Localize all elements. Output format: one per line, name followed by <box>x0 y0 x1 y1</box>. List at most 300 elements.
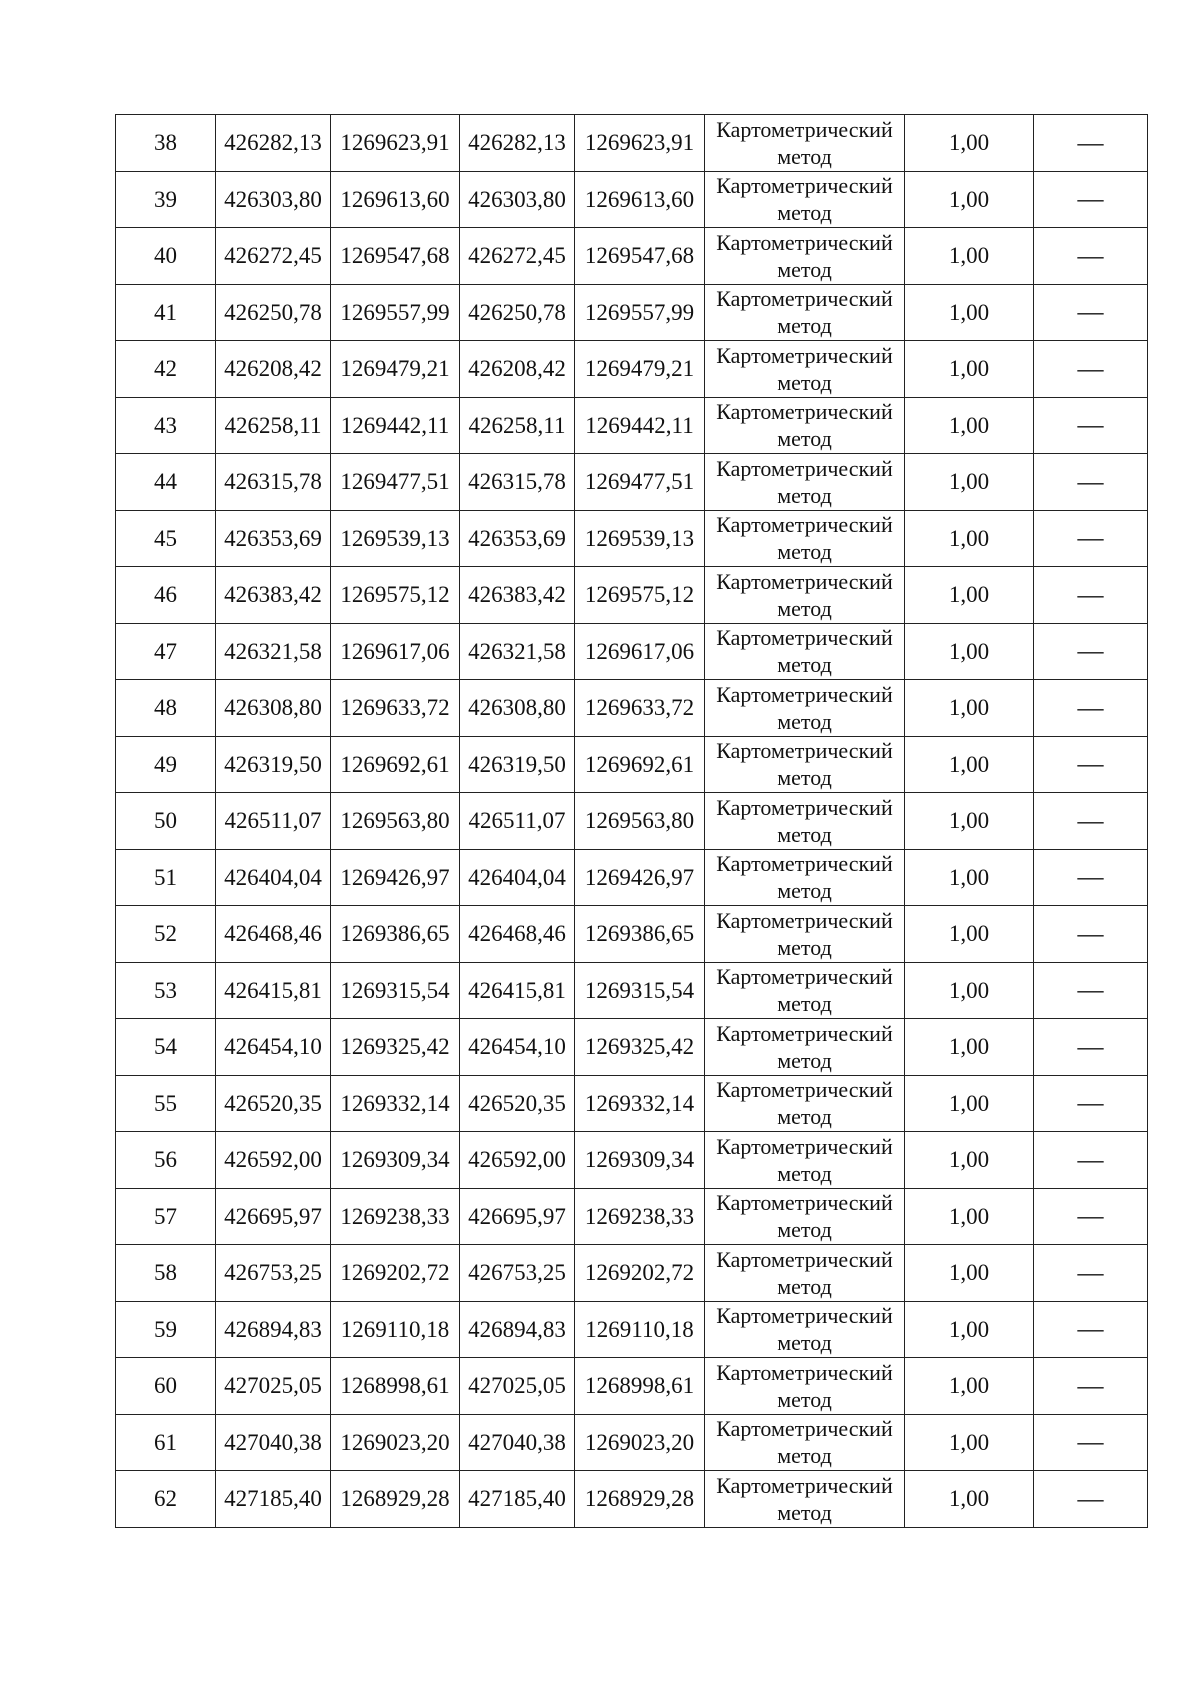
dash-text: — <box>1077 297 1104 327</box>
y-coordinate-cell: 1269633,72 <box>331 680 460 737</box>
y-coordinate-cell: 1269477,51 <box>331 454 460 511</box>
y-coordinate-cell: 1269332,14 <box>331 1075 460 1132</box>
method-line-1: Картометрический <box>716 568 893 594</box>
coordinates-table <box>115 114 1148 1528</box>
y-coordinate-cell: 1269386,65 <box>331 906 460 963</box>
y-coordinate-cell: 1269613,60 <box>331 171 460 228</box>
method-cell <box>705 567 905 624</box>
table-row <box>116 228 1148 285</box>
accuracy-cell: 1,00 <box>905 906 1034 963</box>
method-cell <box>705 115 905 172</box>
point-number-cell: 54 <box>116 1019 216 1076</box>
y-coordinate-cell: 1269426,97 <box>331 849 460 906</box>
accuracy-cell: 1,00 <box>905 228 1034 285</box>
y-coordinate-cell: 1269479,21 <box>575 341 705 398</box>
method-line-2: метод <box>777 1047 832 1073</box>
note-cell <box>1034 171 1148 228</box>
point-number-cell: 62 <box>116 1471 216 1528</box>
accuracy-cell: 1,00 <box>905 115 1034 172</box>
y-coordinate-cell: 1269238,33 <box>575 1188 705 1245</box>
y-coordinate-cell: 1269547,68 <box>331 228 460 285</box>
x-coordinate-cell: 426315,78 <box>216 454 331 511</box>
note-cell <box>1034 284 1148 341</box>
method-cell <box>705 1245 905 1302</box>
accuracy-cell: 1,00 <box>905 1019 1034 1076</box>
x-coordinate-cell: 426592,00 <box>216 1132 331 1189</box>
method-line-1: Картометрический <box>716 173 893 199</box>
accuracy-cell: 1,00 <box>905 1132 1034 1189</box>
table-row <box>116 1301 1148 1358</box>
x-coordinate-cell: 426321,58 <box>216 623 331 680</box>
note-cell <box>1034 228 1148 285</box>
method-line-2: метод <box>777 1499 832 1525</box>
y-coordinate-cell: 1269442,11 <box>331 397 460 454</box>
point-number-cell: 40 <box>116 228 216 285</box>
point-number-cell: 43 <box>116 397 216 454</box>
accuracy-cell: 1,00 <box>905 736 1034 793</box>
point-number-cell: 58 <box>116 1245 216 1302</box>
method-line-1: Картометрический <box>716 1303 893 1329</box>
x-coordinate-cell: 426315,78 <box>460 454 575 511</box>
point-number-cell: 45 <box>116 510 216 567</box>
accuracy-cell: 1,00 <box>905 1471 1034 1528</box>
accuracy-cell: 1,00 <box>905 284 1034 341</box>
method-line-2: метод <box>777 1273 832 1299</box>
note-cell <box>1034 454 1148 511</box>
dash-text: — <box>1077 1314 1104 1344</box>
note-cell <box>1034 1019 1148 1076</box>
note-cell <box>1034 567 1148 624</box>
x-coordinate-cell: 426321,58 <box>460 623 575 680</box>
accuracy-cell: 1,00 <box>905 962 1034 1019</box>
y-coordinate-cell: 1269202,72 <box>575 1245 705 1302</box>
table-row <box>116 284 1148 341</box>
x-coordinate-cell: 427185,40 <box>460 1471 575 1528</box>
x-coordinate-cell: 426353,69 <box>216 510 331 567</box>
dash-text: — <box>1077 184 1104 214</box>
y-coordinate-cell: 1269238,33 <box>331 1188 460 1245</box>
x-coordinate-cell: 426468,46 <box>216 906 331 963</box>
y-coordinate-cell: 1269557,99 <box>331 284 460 341</box>
accuracy-cell: 1,00 <box>905 171 1034 228</box>
table-row <box>116 1132 1148 1189</box>
point-number-cell: 48 <box>116 680 216 737</box>
table-row <box>116 906 1148 963</box>
method-line-2: метод <box>777 991 832 1017</box>
x-coordinate-cell: 426695,97 <box>460 1188 575 1245</box>
method-line-2: метод <box>777 256 832 282</box>
x-coordinate-cell: 426454,10 <box>216 1019 331 1076</box>
y-coordinate-cell: 1269110,18 <box>331 1301 460 1358</box>
table-row <box>116 623 1148 680</box>
x-coordinate-cell: 426258,11 <box>216 397 331 454</box>
point-number-cell: 57 <box>116 1188 216 1245</box>
point-number-cell: 41 <box>116 284 216 341</box>
y-coordinate-cell: 1268998,61 <box>575 1358 705 1415</box>
x-coordinate-cell: 426353,69 <box>460 510 575 567</box>
table-row <box>116 1471 1148 1528</box>
method-cell <box>705 341 905 398</box>
table-row <box>116 793 1148 850</box>
dash-text: — <box>1077 1144 1104 1174</box>
y-coordinate-cell: 1269539,13 <box>331 510 460 567</box>
y-coordinate-cell: 1269315,54 <box>331 962 460 1019</box>
method-cell <box>705 906 905 963</box>
x-coordinate-cell: 426520,35 <box>460 1075 575 1132</box>
x-coordinate-cell: 426272,45 <box>216 228 331 285</box>
dash-text: — <box>1077 240 1104 270</box>
y-coordinate-cell: 1269477,51 <box>575 454 705 511</box>
method-cell <box>705 1188 905 1245</box>
y-coordinate-cell: 1269023,20 <box>331 1414 460 1471</box>
method-cell <box>705 171 905 228</box>
note-cell <box>1034 793 1148 850</box>
method-line-1: Картометрический <box>716 116 893 142</box>
note-cell <box>1034 1414 1148 1471</box>
y-coordinate-cell: 1269386,65 <box>575 906 705 963</box>
method-line-1: Картометрический <box>716 1246 893 1272</box>
y-coordinate-cell: 1269692,61 <box>331 736 460 793</box>
x-coordinate-cell: 426319,50 <box>460 736 575 793</box>
dash-text: — <box>1077 636 1104 666</box>
method-line-1: Картометрический <box>716 229 893 255</box>
table-row <box>116 341 1148 398</box>
x-coordinate-cell: 426753,25 <box>216 1245 331 1302</box>
note-cell <box>1034 849 1148 906</box>
y-coordinate-cell: 1269557,99 <box>575 284 705 341</box>
accuracy-cell: 1,00 <box>905 1188 1034 1245</box>
y-coordinate-cell: 1269110,18 <box>575 1301 705 1358</box>
x-coordinate-cell: 426383,42 <box>460 567 575 624</box>
table-row <box>116 1414 1148 1471</box>
note-cell <box>1034 962 1148 1019</box>
method-line-2: метод <box>777 313 832 339</box>
y-coordinate-cell: 1269023,20 <box>575 1414 705 1471</box>
x-coordinate-cell: 427185,40 <box>216 1471 331 1528</box>
x-coordinate-cell: 426415,81 <box>216 962 331 1019</box>
method-line-2: метод <box>777 1330 832 1356</box>
y-coordinate-cell: 1269202,72 <box>331 1245 460 1302</box>
point-number-cell: 50 <box>116 793 216 850</box>
x-coordinate-cell: 426258,11 <box>460 397 575 454</box>
note-cell <box>1034 341 1148 398</box>
y-coordinate-cell: 1269633,72 <box>575 680 705 737</box>
note-cell <box>1034 115 1148 172</box>
accuracy-cell: 1,00 <box>905 1245 1034 1302</box>
note-cell <box>1034 1358 1148 1415</box>
y-coordinate-cell: 1269623,91 <box>331 115 460 172</box>
note-cell <box>1034 1132 1148 1189</box>
method-line-1: Картометрический <box>716 1133 893 1159</box>
method-line-1: Картометрический <box>716 907 893 933</box>
x-coordinate-cell: 426303,80 <box>216 171 331 228</box>
dash-text: — <box>1077 1031 1104 1061</box>
point-number-cell: 42 <box>116 341 216 398</box>
method-line-1: Картометрический <box>716 399 893 425</box>
method-line-2: метод <box>777 1443 832 1469</box>
method-line-1: Картометрический <box>716 964 893 990</box>
x-coordinate-cell: 427025,05 <box>216 1358 331 1415</box>
dash-text: — <box>1077 1370 1104 1400</box>
dash-text: — <box>1077 1483 1104 1513</box>
x-coordinate-cell: 426308,80 <box>216 680 331 737</box>
method-line-1: Картометрический <box>716 512 893 538</box>
dash-text: — <box>1077 1427 1104 1457</box>
point-number-cell: 59 <box>116 1301 216 1358</box>
method-line-1: Картометрический <box>716 1190 893 1216</box>
y-coordinate-cell: 1269692,61 <box>575 736 705 793</box>
point-number-cell: 55 <box>116 1075 216 1132</box>
y-coordinate-cell: 1269617,06 <box>575 623 705 680</box>
y-coordinate-cell: 1269309,34 <box>331 1132 460 1189</box>
method-line-2: метод <box>777 1104 832 1130</box>
method-line-2: метод <box>777 1217 832 1243</box>
accuracy-cell: 1,00 <box>905 341 1034 398</box>
method-line-2: метод <box>777 369 832 395</box>
x-coordinate-cell: 426208,42 <box>216 341 331 398</box>
method-line-1: Картометрический <box>716 851 893 877</box>
note-cell <box>1034 623 1148 680</box>
method-line-2: метод <box>777 539 832 565</box>
method-cell <box>705 1358 905 1415</box>
accuracy-cell: 1,00 <box>905 1358 1034 1415</box>
y-coordinate-cell: 1269332,14 <box>575 1075 705 1132</box>
x-coordinate-cell: 426308,80 <box>460 680 575 737</box>
method-cell <box>705 228 905 285</box>
y-coordinate-cell: 1268929,28 <box>575 1471 705 1528</box>
y-coordinate-cell: 1269563,80 <box>331 793 460 850</box>
table-body <box>116 115 1148 1528</box>
table-row <box>116 736 1148 793</box>
method-line-1: Картометрический <box>716 794 893 820</box>
table-row <box>116 171 1148 228</box>
y-coordinate-cell: 1269426,97 <box>575 849 705 906</box>
table-row <box>116 962 1148 1019</box>
method-line-2: метод <box>777 595 832 621</box>
y-coordinate-cell: 1269563,80 <box>575 793 705 850</box>
method-line-1: Картометрический <box>716 681 893 707</box>
dash-text: — <box>1077 1088 1104 1118</box>
method-cell <box>705 1019 905 1076</box>
method-cell <box>705 1471 905 1528</box>
point-number-cell: 56 <box>116 1132 216 1189</box>
point-number-cell: 39 <box>116 171 216 228</box>
y-coordinate-cell: 1269547,68 <box>575 228 705 285</box>
method-line-2: метод <box>777 878 832 904</box>
point-number-cell: 60 <box>116 1358 216 1415</box>
table-row <box>116 1358 1148 1415</box>
point-number-cell: 52 <box>116 906 216 963</box>
method-cell <box>705 962 905 1019</box>
table-row <box>116 510 1148 567</box>
point-number-cell: 47 <box>116 623 216 680</box>
accuracy-cell: 1,00 <box>905 1414 1034 1471</box>
dash-text: — <box>1077 127 1104 157</box>
y-coordinate-cell: 1269539,13 <box>575 510 705 567</box>
dash-text: — <box>1077 975 1104 1005</box>
x-coordinate-cell: 426592,00 <box>460 1132 575 1189</box>
x-coordinate-cell: 426894,83 <box>216 1301 331 1358</box>
x-coordinate-cell: 427040,38 <box>216 1414 331 1471</box>
x-coordinate-cell: 426208,42 <box>460 341 575 398</box>
point-number-cell: 51 <box>116 849 216 906</box>
method-line-1: Картометрический <box>716 1020 893 1046</box>
dash-text: — <box>1077 353 1104 383</box>
dash-text: — <box>1077 692 1104 722</box>
table-row <box>116 680 1148 737</box>
y-coordinate-cell: 1268929,28 <box>331 1471 460 1528</box>
accuracy-cell: 1,00 <box>905 397 1034 454</box>
accuracy-cell: 1,00 <box>905 793 1034 850</box>
note-cell <box>1034 1245 1148 1302</box>
method-line-1: Картометрический <box>716 1416 893 1442</box>
x-coordinate-cell: 426454,10 <box>460 1019 575 1076</box>
method-line-2: метод <box>777 143 832 169</box>
point-number-cell: 53 <box>116 962 216 1019</box>
note-cell <box>1034 680 1148 737</box>
method-line-1: Картометрический <box>716 738 893 764</box>
accuracy-cell: 1,00 <box>905 623 1034 680</box>
x-coordinate-cell: 426383,42 <box>216 567 331 624</box>
y-coordinate-cell: 1269617,06 <box>331 623 460 680</box>
x-coordinate-cell: 426520,35 <box>216 1075 331 1132</box>
table-row <box>116 567 1148 624</box>
method-cell <box>705 1301 905 1358</box>
dash-text: — <box>1077 579 1104 609</box>
accuracy-cell: 1,00 <box>905 1301 1034 1358</box>
method-line-2: метод <box>777 708 832 734</box>
note-cell <box>1034 1075 1148 1132</box>
method-line-1: Картометрический <box>716 286 893 312</box>
x-coordinate-cell: 426282,13 <box>216 115 331 172</box>
x-coordinate-cell: 426250,78 <box>460 284 575 341</box>
x-coordinate-cell: 426468,46 <box>460 906 575 963</box>
accuracy-cell: 1,00 <box>905 1075 1034 1132</box>
method-cell <box>705 1132 905 1189</box>
accuracy-cell: 1,00 <box>905 567 1034 624</box>
dash-text: — <box>1077 1257 1104 1287</box>
method-cell <box>705 849 905 906</box>
x-coordinate-cell: 427025,05 <box>460 1358 575 1415</box>
method-line-1: Картометрический <box>716 1077 893 1103</box>
note-cell <box>1034 736 1148 793</box>
note-cell <box>1034 397 1148 454</box>
x-coordinate-cell: 426404,04 <box>216 849 331 906</box>
method-line-1: Картометрический <box>716 625 893 651</box>
table-row <box>116 1245 1148 1302</box>
y-coordinate-cell: 1269613,60 <box>575 171 705 228</box>
method-line-1: Картометрический <box>716 342 893 368</box>
method-cell <box>705 284 905 341</box>
table-row <box>116 1075 1148 1132</box>
point-number-cell: 46 <box>116 567 216 624</box>
method-line-1: Картометрический <box>716 455 893 481</box>
dash-text: — <box>1077 918 1104 948</box>
accuracy-cell: 1,00 <box>905 510 1034 567</box>
method-line-2: метод <box>777 1386 832 1412</box>
table-row <box>116 849 1148 906</box>
method-cell <box>705 510 905 567</box>
method-line-2: метод <box>777 652 832 678</box>
method-line-2: метод <box>777 1160 832 1186</box>
method-cell <box>705 1075 905 1132</box>
y-coordinate-cell: 1269623,91 <box>575 115 705 172</box>
dash-text: — <box>1077 523 1104 553</box>
dash-text: — <box>1077 805 1104 835</box>
x-coordinate-cell: 426753,25 <box>460 1245 575 1302</box>
point-number-cell: 49 <box>116 736 216 793</box>
y-coordinate-cell: 1269309,34 <box>575 1132 705 1189</box>
table-row <box>116 1019 1148 1076</box>
x-coordinate-cell: 426250,78 <box>216 284 331 341</box>
y-coordinate-cell: 1269575,12 <box>331 567 460 624</box>
method-cell <box>705 793 905 850</box>
table-row <box>116 397 1148 454</box>
x-coordinate-cell: 426695,97 <box>216 1188 331 1245</box>
y-coordinate-cell: 1269325,42 <box>575 1019 705 1076</box>
x-coordinate-cell: 426404,04 <box>460 849 575 906</box>
note-cell <box>1034 1301 1148 1358</box>
method-line-2: метод <box>777 426 832 452</box>
dash-text: — <box>1077 410 1104 440</box>
point-number-cell: 44 <box>116 454 216 511</box>
method-cell <box>705 680 905 737</box>
y-coordinate-cell: 1269442,11 <box>575 397 705 454</box>
note-cell <box>1034 906 1148 963</box>
method-line-2: метод <box>777 934 832 960</box>
table-row <box>116 115 1148 172</box>
dash-text: — <box>1077 749 1104 779</box>
point-number-cell: 38 <box>116 115 216 172</box>
dash-text: — <box>1077 862 1104 892</box>
method-line-1: Картометрический <box>716 1359 893 1385</box>
method-cell <box>705 397 905 454</box>
method-cell <box>705 736 905 793</box>
method-cell <box>705 623 905 680</box>
y-coordinate-cell: 1269479,21 <box>331 341 460 398</box>
dash-text: — <box>1077 1201 1104 1231</box>
y-coordinate-cell: 1269315,54 <box>575 962 705 1019</box>
y-coordinate-cell: 1269325,42 <box>331 1019 460 1076</box>
method-line-2: метод <box>777 482 832 508</box>
y-coordinate-cell: 1268998,61 <box>331 1358 460 1415</box>
method-line-2: метод <box>777 200 832 226</box>
point-number-cell: 61 <box>116 1414 216 1471</box>
method-line-2: метод <box>777 821 832 847</box>
note-cell <box>1034 1188 1148 1245</box>
note-cell <box>1034 1471 1148 1528</box>
note-cell <box>1034 510 1148 567</box>
method-line-2: метод <box>777 765 832 791</box>
accuracy-cell: 1,00 <box>905 680 1034 737</box>
x-coordinate-cell: 426511,07 <box>460 793 575 850</box>
x-coordinate-cell: 426894,83 <box>460 1301 575 1358</box>
method-cell <box>705 1414 905 1471</box>
x-coordinate-cell: 427040,38 <box>460 1414 575 1471</box>
x-coordinate-cell: 426282,13 <box>460 115 575 172</box>
dash-text: — <box>1077 466 1104 496</box>
accuracy-cell: 1,00 <box>905 849 1034 906</box>
x-coordinate-cell: 426272,45 <box>460 228 575 285</box>
table-row <box>116 1188 1148 1245</box>
method-cell <box>705 454 905 511</box>
x-coordinate-cell: 426319,50 <box>216 736 331 793</box>
method-line-1: Картометрический <box>716 1472 893 1498</box>
table-row <box>116 454 1148 511</box>
accuracy-cell: 1,00 <box>905 454 1034 511</box>
x-coordinate-cell: 426511,07 <box>216 793 331 850</box>
y-coordinate-cell: 1269575,12 <box>575 567 705 624</box>
